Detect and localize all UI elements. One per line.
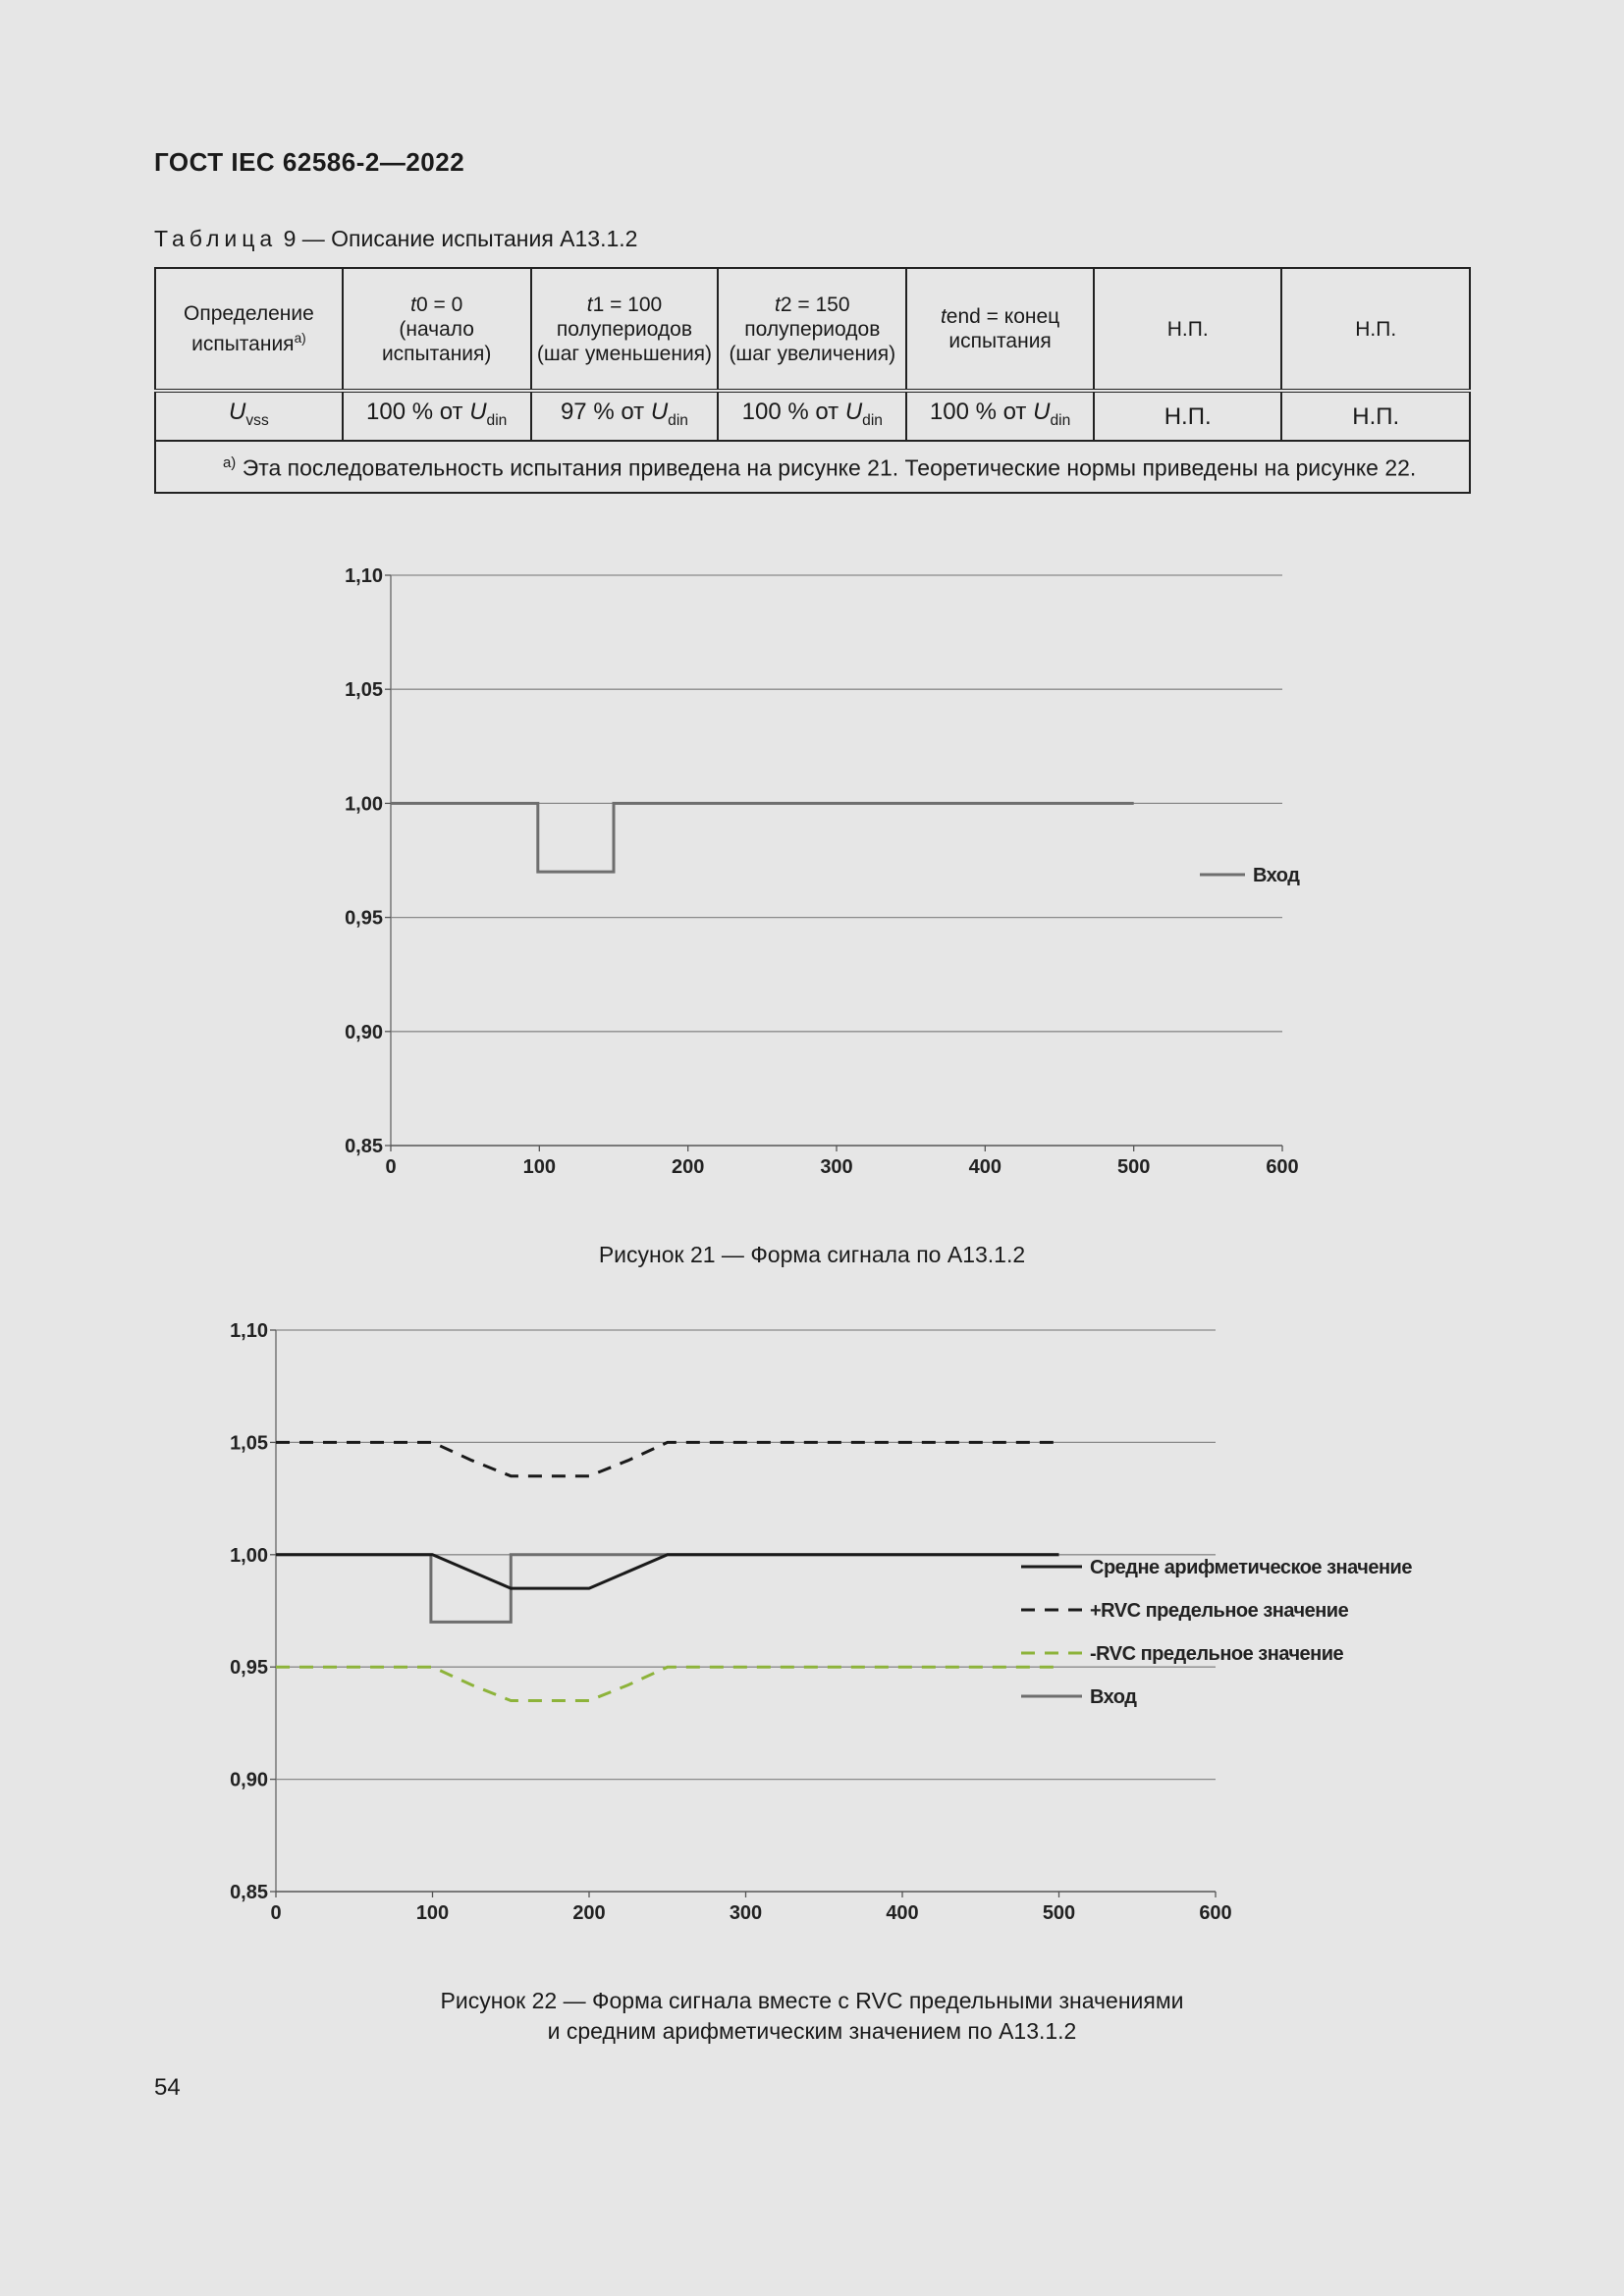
test-description-table bbox=[154, 267, 1471, 494]
header-tend-value: end = конец bbox=[946, 305, 1060, 328]
figure-22-chart bbox=[0, 1306, 1624, 1993]
fig22-legend-label: Средне арифметическое значение bbox=[1090, 1557, 1412, 1578]
fig21-y-tick-label: 0,85 bbox=[345, 1136, 383, 1157]
footnote-mark: а) bbox=[223, 454, 237, 471]
udin-sub: din bbox=[668, 411, 688, 429]
udin-sub: din bbox=[1050, 411, 1071, 429]
udin-var: U bbox=[650, 399, 669, 426]
fig21-y-tick-label: 1,05 bbox=[345, 679, 383, 702]
header-tend-desc: испытания bbox=[948, 330, 1052, 352]
document-header: ГОСТ IEC 62586-2—2022 bbox=[154, 147, 465, 177]
uvss-sub: vss bbox=[245, 411, 269, 429]
fig22-y-tick-label: 1,05 bbox=[230, 1432, 268, 1455]
fig21-y-tick-label: 1,00 bbox=[345, 793, 383, 816]
table-caption-label: Таблица bbox=[154, 226, 278, 251]
header-t0-desc: (начало испытания) bbox=[381, 317, 492, 365]
fig21-x-tick-label: 0 bbox=[385, 1156, 397, 1178]
fig22-x-tick-label: 500 bbox=[1042, 1902, 1076, 1924]
t1-value-text: 97 % от bbox=[560, 399, 651, 426]
fig22-series-line bbox=[276, 1555, 1059, 1623]
header-t0-value: 0 = 0 bbox=[415, 293, 463, 316]
fig22-x-tick-label: 300 bbox=[729, 1902, 763, 1924]
cell-t2-value bbox=[718, 391, 906, 441]
fig22-legend-label: -RVC предельное значение bbox=[1090, 1643, 1344, 1665]
cell-t0-value bbox=[343, 391, 531, 441]
header-t1-value: 1 = 100 bbox=[592, 293, 663, 316]
fig22-x-tick-label: 400 bbox=[886, 1902, 919, 1924]
cell-uvss bbox=[155, 391, 343, 441]
fig21-y-tick-label: 0,90 bbox=[345, 1021, 383, 1043]
table-footnote-row bbox=[155, 441, 1470, 493]
header-cell-t2 bbox=[718, 268, 906, 391]
fig21-x-tick-label: 500 bbox=[1116, 1156, 1151, 1178]
fig21-x-tick-label: 300 bbox=[820, 1156, 853, 1178]
tend-value-text: 100 % от bbox=[929, 399, 1034, 426]
udin-var: U bbox=[469, 399, 487, 426]
fig21-y-tick-label: 0,95 bbox=[345, 907, 383, 930]
header-cell-t0 bbox=[343, 268, 531, 391]
fig21-series-line bbox=[391, 803, 1134, 872]
fig22-legend-label: Вход bbox=[1090, 1686, 1137, 1708]
fig21-x-tick-label: 100 bbox=[522, 1156, 557, 1178]
fig22-series-line bbox=[276, 1555, 1059, 1588]
header-cell-np-2: Н.П. bbox=[1281, 268, 1470, 391]
header-t2-value: 2 = 150 bbox=[780, 293, 850, 316]
figure-22-caption-line2: и средним арифметическим значением по A13.1.2 bbox=[547, 2018, 1077, 2044]
cell-tend-value bbox=[906, 391, 1094, 441]
figure-22-caption-line1: Рисунок 22 — Форма сигнала вместе с RVC предельными значениями bbox=[440, 1988, 1184, 2013]
table-caption-title: 9 — Описание испытания A13.1.2 bbox=[277, 226, 638, 251]
fig21-legend-label: Вход bbox=[1253, 865, 1300, 886]
udin-var: U bbox=[844, 399, 863, 426]
fig22-series-line bbox=[276, 1442, 1059, 1475]
fig22-x-tick-label: 100 bbox=[415, 1902, 450, 1924]
table-row bbox=[155, 391, 1470, 441]
header-definition-sup: а) bbox=[294, 331, 306, 346]
header-cell-definition bbox=[155, 268, 343, 391]
header-tend-var: t bbox=[940, 305, 947, 328]
header-t0-var: t bbox=[410, 293, 416, 316]
header-t2-desc: полупериодов (шаг увеличения) bbox=[729, 317, 896, 365]
fig22-y-tick-label: 0,90 bbox=[230, 1769, 268, 1791]
fig22-y-tick-label: 1,10 bbox=[230, 1320, 268, 1342]
header-cell-t1 bbox=[531, 268, 719, 391]
footnote-text: Эта последовательность испытания приведена на рисунке 21. Теоретические нормы приведены на рисунке 22. bbox=[242, 454, 1417, 481]
fig22-x-tick-label: 0 bbox=[270, 1902, 282, 1924]
fig22-series-line bbox=[276, 1667, 1059, 1700]
header-t2-var: t bbox=[775, 293, 781, 316]
fig22-y-tick-label: 0,85 bbox=[230, 1882, 268, 1903]
cell-np-2: Н.П. bbox=[1281, 391, 1470, 441]
fig22-x-tick-label: 200 bbox=[572, 1902, 606, 1924]
header-cell-np-1: Н.П. bbox=[1094, 268, 1282, 391]
uvss-var: U bbox=[229, 399, 246, 426]
header-definition-text: Определение испытания bbox=[184, 302, 314, 355]
cell-t1-value bbox=[531, 391, 719, 441]
fig21-y-tick-label: 1,10 bbox=[345, 565, 383, 587]
fig22-legend-label: +RVC предельное значение bbox=[1090, 1600, 1349, 1622]
udin-var: U bbox=[1033, 399, 1051, 426]
fig21-x-tick-label: 200 bbox=[671, 1156, 705, 1178]
fig22-y-tick-label: 1,00 bbox=[230, 1544, 268, 1567]
fig22-x-tick-label: 600 bbox=[1199, 1902, 1232, 1924]
figure-22-caption bbox=[0, 1986, 1624, 2047]
table-caption bbox=[154, 226, 637, 252]
fig21-x-tick-label: 400 bbox=[968, 1156, 1002, 1178]
t0-value-text: 100 % от bbox=[366, 399, 470, 426]
header-t1-var: t bbox=[586, 293, 593, 316]
header-t1-desc: полупериодов (шаг уменьшения) bbox=[536, 317, 713, 365]
table-footnote bbox=[155, 441, 1470, 493]
figure-21-chart bbox=[0, 550, 1624, 1237]
t2-value-text: 100 % от bbox=[741, 399, 845, 426]
udin-sub: din bbox=[862, 411, 883, 429]
fig22-y-tick-label: 0,95 bbox=[230, 1657, 268, 1680]
cell-np-1: Н.П. bbox=[1094, 391, 1282, 441]
udin-sub: din bbox=[486, 411, 508, 429]
fig21-x-tick-label: 600 bbox=[1266, 1156, 1299, 1178]
page-number: 54 bbox=[154, 2074, 181, 2101]
table-header-row bbox=[155, 268, 1470, 391]
figure-21-caption: Рисунок 21 — Форма сигнала по A13.1.2 bbox=[598, 1242, 1026, 1267]
header-cell-tend bbox=[906, 268, 1094, 391]
